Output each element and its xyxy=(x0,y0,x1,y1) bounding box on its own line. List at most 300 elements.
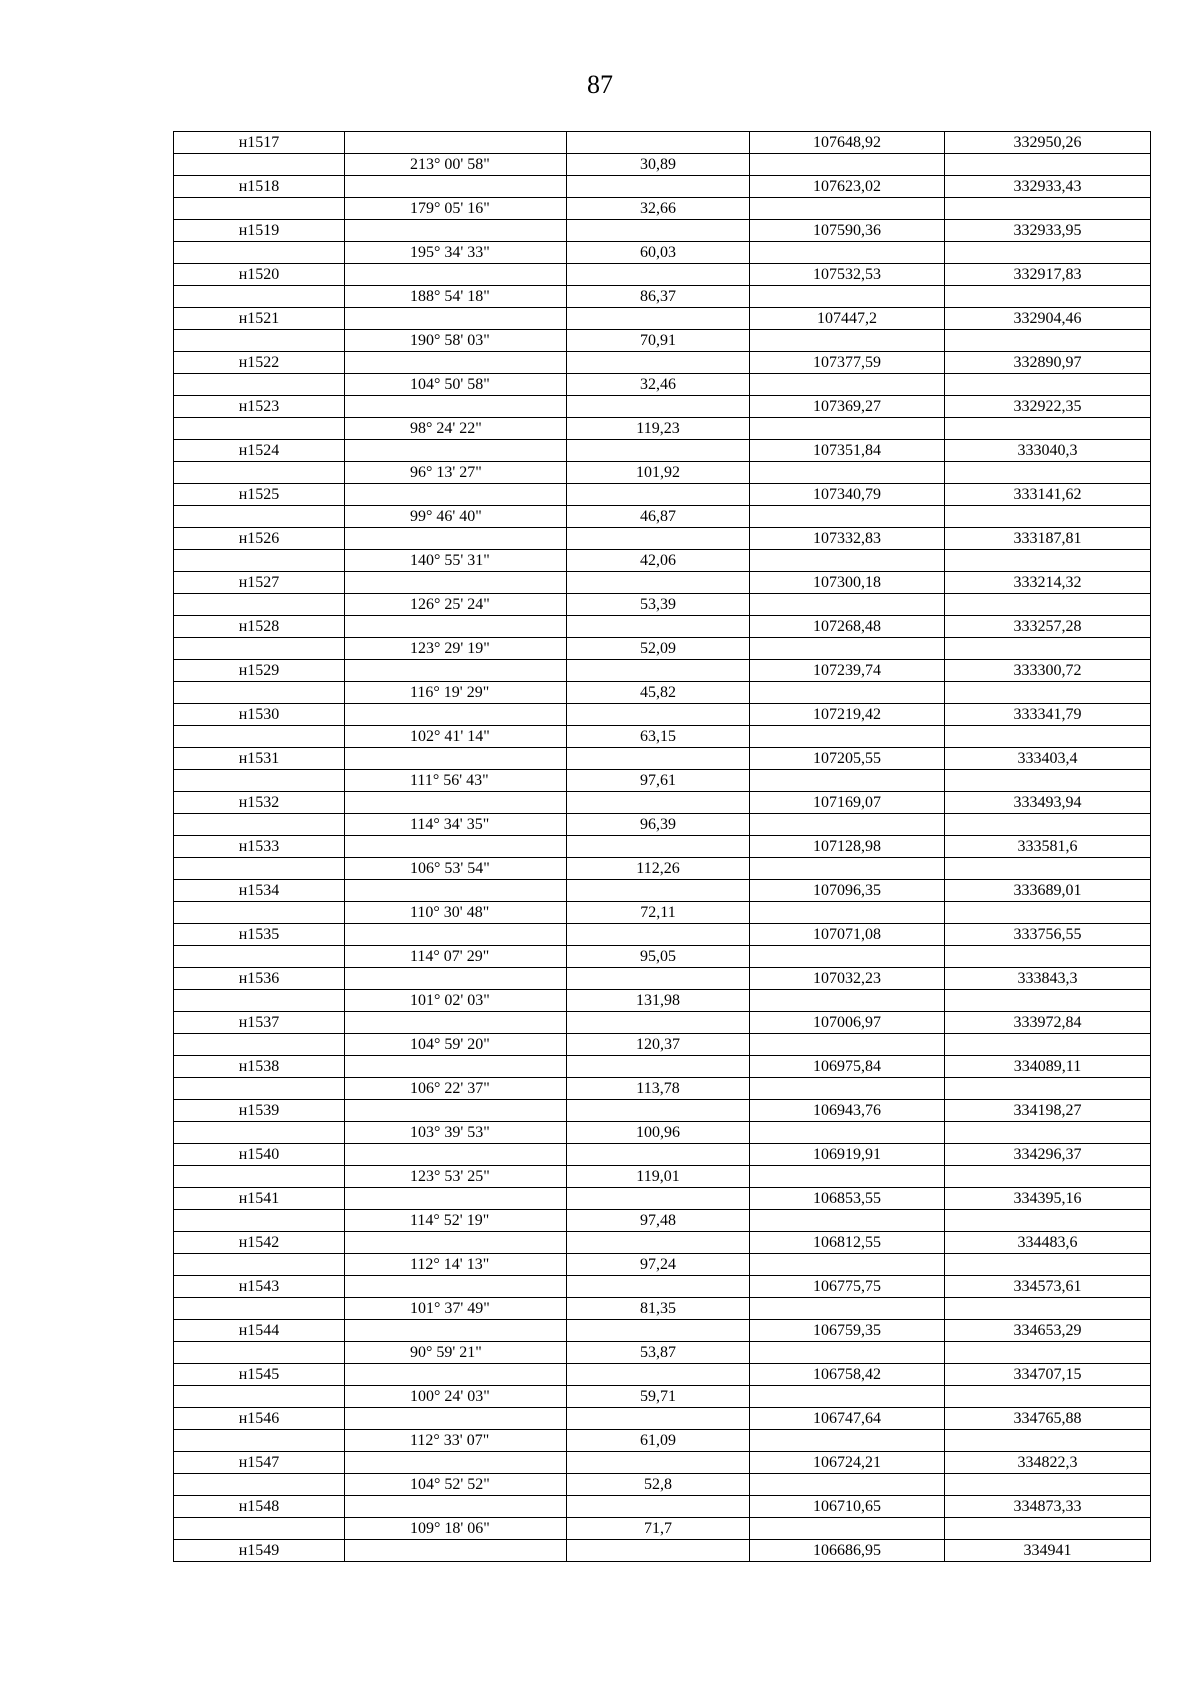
segment-length-cell: 97,48 xyxy=(567,1210,750,1232)
segment-length-cell xyxy=(567,1188,750,1210)
x-coordinate-cell xyxy=(750,1474,945,1496)
x-coordinate-cell xyxy=(750,198,945,220)
direction-angle-cell xyxy=(345,1232,567,1254)
segment-length-cell xyxy=(567,1496,750,1518)
segment-length-cell: 101,92 xyxy=(567,462,750,484)
direction-angle-cell xyxy=(345,1100,567,1122)
segment-row xyxy=(174,1166,1151,1188)
y-coordinate-cell: 332933,43 xyxy=(945,176,1151,198)
x-coordinate-cell: 107239,74 xyxy=(750,660,945,682)
segment-row xyxy=(174,858,1151,880)
point-row xyxy=(174,968,1151,990)
segment-length-cell xyxy=(567,616,750,638)
segment-length-cell: 70,91 xyxy=(567,330,750,352)
y-coordinate-cell: 333187,81 xyxy=(945,528,1151,550)
direction-angle-cell xyxy=(345,1364,567,1386)
segment-length-cell: 32,46 xyxy=(567,374,750,396)
direction-angle-cell xyxy=(345,1408,567,1430)
segment-length-cell xyxy=(567,484,750,506)
point-row xyxy=(174,660,1151,682)
point-name-cell xyxy=(174,858,345,880)
direction-angle-cell xyxy=(345,572,567,594)
x-coordinate-cell xyxy=(750,682,945,704)
segment-row xyxy=(174,682,1151,704)
y-coordinate-cell xyxy=(945,1386,1151,1408)
x-coordinate-cell xyxy=(750,814,945,836)
y-coordinate-cell xyxy=(945,1430,1151,1452)
y-coordinate-cell: 334573,61 xyxy=(945,1276,1151,1298)
segment-length-cell xyxy=(567,1100,750,1122)
point-name-cell xyxy=(174,1298,345,1320)
segment-length-cell xyxy=(567,924,750,946)
point-name-cell: н1543 xyxy=(174,1276,345,1298)
y-coordinate-cell: 333689,01 xyxy=(945,880,1151,902)
y-coordinate-cell: 333581,6 xyxy=(945,836,1151,858)
y-coordinate-cell: 334653,29 xyxy=(945,1320,1151,1342)
x-coordinate-cell: 107268,48 xyxy=(750,616,945,638)
point-name-cell: н1530 xyxy=(174,704,345,726)
x-coordinate-cell xyxy=(750,330,945,352)
y-coordinate-cell xyxy=(945,814,1151,836)
segment-length-cell: 131,98 xyxy=(567,990,750,1012)
x-coordinate-cell: 106758,42 xyxy=(750,1364,945,1386)
segment-length-cell: 32,66 xyxy=(567,198,750,220)
segment-row xyxy=(174,550,1151,572)
segment-length-cell xyxy=(567,1408,750,1430)
segment-length-cell: 100,96 xyxy=(567,1122,750,1144)
direction-angle-cell xyxy=(345,308,567,330)
x-coordinate-cell: 106919,91 xyxy=(750,1144,945,1166)
direction-angle-cell: 140° 55' 31" xyxy=(345,550,567,572)
y-coordinate-cell xyxy=(945,726,1151,748)
segment-length-cell: 53,87 xyxy=(567,1342,750,1364)
x-coordinate-cell: 107096,35 xyxy=(750,880,945,902)
x-coordinate-cell: 106853,55 xyxy=(750,1188,945,1210)
direction-angle-cell: 90° 59' 21" xyxy=(345,1342,567,1364)
direction-angle-cell xyxy=(345,924,567,946)
direction-angle-cell: 106° 22' 37" xyxy=(345,1078,567,1100)
x-coordinate-cell xyxy=(750,1166,945,1188)
y-coordinate-cell: 333341,79 xyxy=(945,704,1151,726)
point-row xyxy=(174,1364,1151,1386)
x-coordinate-cell: 107332,83 xyxy=(750,528,945,550)
point-row xyxy=(174,1012,1151,1034)
direction-angle-cell xyxy=(345,836,567,858)
x-coordinate-cell xyxy=(750,374,945,396)
x-coordinate-cell: 107590,36 xyxy=(750,220,945,242)
point-row xyxy=(174,440,1151,462)
point-row xyxy=(174,1408,1151,1430)
point-row xyxy=(174,1452,1151,1474)
y-coordinate-cell xyxy=(945,902,1151,924)
y-coordinate-cell: 333040,3 xyxy=(945,440,1151,462)
y-coordinate-cell xyxy=(945,198,1151,220)
segment-row xyxy=(174,990,1151,1012)
x-coordinate-cell: 106686,95 xyxy=(750,1540,945,1562)
segment-length-cell xyxy=(567,132,750,154)
segment-length-cell xyxy=(567,1364,750,1386)
point-name-cell xyxy=(174,946,345,968)
point-name-cell: н1549 xyxy=(174,1540,345,1562)
segment-length-cell: 96,39 xyxy=(567,814,750,836)
direction-angle-cell xyxy=(345,968,567,990)
direction-angle-cell: 106° 53' 54" xyxy=(345,858,567,880)
segment-row xyxy=(174,1298,1151,1320)
y-coordinate-cell: 333843,3 xyxy=(945,968,1151,990)
x-coordinate-cell: 106943,76 xyxy=(750,1100,945,1122)
point-name-cell: н1517 xyxy=(174,132,345,154)
x-coordinate-cell: 107623,02 xyxy=(750,176,945,198)
y-coordinate-cell xyxy=(945,1342,1151,1364)
segment-row xyxy=(174,198,1151,220)
x-coordinate-cell: 107340,79 xyxy=(750,484,945,506)
segment-length-cell xyxy=(567,264,750,286)
segment-row xyxy=(174,1078,1151,1100)
point-name-cell: н1539 xyxy=(174,1100,345,1122)
x-coordinate-cell: 107351,84 xyxy=(750,440,945,462)
segment-length-cell: 81,35 xyxy=(567,1298,750,1320)
segment-length-cell: 72,11 xyxy=(567,902,750,924)
point-row xyxy=(174,924,1151,946)
y-coordinate-cell xyxy=(945,682,1151,704)
point-row xyxy=(174,1232,1151,1254)
direction-angle-cell xyxy=(345,440,567,462)
x-coordinate-cell: 106710,65 xyxy=(750,1496,945,1518)
coordinates-table xyxy=(173,131,1151,1562)
direction-angle-cell: 123° 29' 19" xyxy=(345,638,567,660)
y-coordinate-cell: 334296,37 xyxy=(945,1144,1151,1166)
direction-angle-cell: 126° 25' 24" xyxy=(345,594,567,616)
point-name-cell: н1534 xyxy=(174,880,345,902)
y-coordinate-cell xyxy=(945,1518,1151,1540)
point-row xyxy=(174,1540,1151,1562)
point-name-cell: н1522 xyxy=(174,352,345,374)
direction-angle-cell: 112° 14' 13" xyxy=(345,1254,567,1276)
x-coordinate-cell xyxy=(750,946,945,968)
segment-length-cell xyxy=(567,528,750,550)
segment-length-cell xyxy=(567,396,750,418)
direction-angle-cell: 111° 56' 43" xyxy=(345,770,567,792)
segment-length-cell xyxy=(567,836,750,858)
x-coordinate-cell: 107169,07 xyxy=(750,792,945,814)
direction-angle-cell xyxy=(345,484,567,506)
point-row xyxy=(174,792,1151,814)
point-name-cell: н1536 xyxy=(174,968,345,990)
segment-length-cell xyxy=(567,308,750,330)
segment-length-cell xyxy=(567,1232,750,1254)
direction-angle-cell: 99° 46' 40" xyxy=(345,506,567,528)
segment-length-cell xyxy=(567,176,750,198)
segment-length-cell: 97,61 xyxy=(567,770,750,792)
point-row xyxy=(174,1144,1151,1166)
segment-row xyxy=(174,1122,1151,1144)
direction-angle-cell xyxy=(345,132,567,154)
point-name-cell: н1546 xyxy=(174,1408,345,1430)
point-name-cell xyxy=(174,1386,345,1408)
point-name-cell xyxy=(174,1122,345,1144)
point-row xyxy=(174,1320,1151,1342)
point-row xyxy=(174,616,1151,638)
direction-angle-cell: 114° 07' 29" xyxy=(345,946,567,968)
segment-length-cell xyxy=(567,220,750,242)
y-coordinate-cell xyxy=(945,330,1151,352)
direction-angle-cell xyxy=(345,1056,567,1078)
point-row xyxy=(174,484,1151,506)
point-name-cell: н1523 xyxy=(174,396,345,418)
segment-row xyxy=(174,506,1151,528)
y-coordinate-cell: 334395,16 xyxy=(945,1188,1151,1210)
point-name-cell xyxy=(174,242,345,264)
y-coordinate-cell: 333972,84 xyxy=(945,1012,1151,1034)
y-coordinate-cell xyxy=(945,638,1151,660)
point-name-cell: н1527 xyxy=(174,572,345,594)
point-row xyxy=(174,1276,1151,1298)
y-coordinate-cell: 332922,35 xyxy=(945,396,1151,418)
x-coordinate-cell xyxy=(750,506,945,528)
y-coordinate-cell xyxy=(945,770,1151,792)
x-coordinate-cell xyxy=(750,418,945,440)
point-name-cell: н1537 xyxy=(174,1012,345,1034)
point-name-cell xyxy=(174,1166,345,1188)
segment-length-cell xyxy=(567,1276,750,1298)
segment-row xyxy=(174,1254,1151,1276)
y-coordinate-cell xyxy=(945,1210,1151,1232)
point-row xyxy=(174,528,1151,550)
point-row xyxy=(174,220,1151,242)
direction-angle-cell xyxy=(345,396,567,418)
y-coordinate-cell: 332904,46 xyxy=(945,308,1151,330)
segment-length-cell xyxy=(567,880,750,902)
point-name-cell xyxy=(174,330,345,352)
direction-angle-cell: 104° 52' 52" xyxy=(345,1474,567,1496)
x-coordinate-cell: 107219,42 xyxy=(750,704,945,726)
point-name-cell xyxy=(174,418,345,440)
y-coordinate-cell xyxy=(945,1122,1151,1144)
segment-row xyxy=(174,1342,1151,1364)
point-row xyxy=(174,704,1151,726)
x-coordinate-cell xyxy=(750,1254,945,1276)
y-coordinate-cell: 333141,62 xyxy=(945,484,1151,506)
x-coordinate-cell xyxy=(750,1386,945,1408)
y-coordinate-cell xyxy=(945,1034,1151,1056)
point-row xyxy=(174,308,1151,330)
point-row xyxy=(174,1100,1151,1122)
segment-row xyxy=(174,814,1151,836)
y-coordinate-cell xyxy=(945,154,1151,176)
direction-angle-cell xyxy=(345,748,567,770)
point-row xyxy=(174,396,1151,418)
segment-length-cell: 53,39 xyxy=(567,594,750,616)
y-coordinate-cell: 332950,26 xyxy=(945,132,1151,154)
segment-row xyxy=(174,770,1151,792)
y-coordinate-cell xyxy=(945,946,1151,968)
x-coordinate-cell: 106759,35 xyxy=(750,1320,945,1342)
y-coordinate-cell: 334707,15 xyxy=(945,1364,1151,1386)
y-coordinate-cell: 334941 xyxy=(945,1540,1151,1562)
point-name-cell xyxy=(174,1430,345,1452)
y-coordinate-cell xyxy=(945,594,1151,616)
coordinates-table-body xyxy=(174,132,1151,1562)
y-coordinate-cell: 333493,94 xyxy=(945,792,1151,814)
y-coordinate-cell xyxy=(945,550,1151,572)
segment-length-cell xyxy=(567,1452,750,1474)
point-name-cell xyxy=(174,198,345,220)
point-name-cell: н1538 xyxy=(174,1056,345,1078)
segment-length-cell xyxy=(567,1012,750,1034)
direction-angle-cell: 188° 54' 18" xyxy=(345,286,567,308)
direction-angle-cell: 101° 37' 49" xyxy=(345,1298,567,1320)
direction-angle-cell xyxy=(345,1496,567,1518)
direction-angle-cell: 100° 24' 03" xyxy=(345,1386,567,1408)
x-coordinate-cell: 107369,27 xyxy=(750,396,945,418)
x-coordinate-cell: 107128,98 xyxy=(750,836,945,858)
point-name-cell xyxy=(174,462,345,484)
segment-length-cell: 63,15 xyxy=(567,726,750,748)
point-name-cell xyxy=(174,1210,345,1232)
point-row xyxy=(174,352,1151,374)
x-coordinate-cell xyxy=(750,1078,945,1100)
x-coordinate-cell xyxy=(750,902,945,924)
segment-row xyxy=(174,726,1151,748)
segment-length-cell: 119,01 xyxy=(567,1166,750,1188)
segment-length-cell xyxy=(567,352,750,374)
x-coordinate-cell xyxy=(750,242,945,264)
y-coordinate-cell xyxy=(945,1078,1151,1100)
x-coordinate-cell: 107377,59 xyxy=(750,352,945,374)
point-name-cell xyxy=(174,374,345,396)
point-name-cell: н1542 xyxy=(174,1232,345,1254)
direction-angle-cell xyxy=(345,616,567,638)
segment-row xyxy=(174,1386,1151,1408)
point-name-cell: н1528 xyxy=(174,616,345,638)
point-name-cell: н1524 xyxy=(174,440,345,462)
y-coordinate-cell xyxy=(945,1254,1151,1276)
direction-angle-cell: 213° 00' 58" xyxy=(345,154,567,176)
point-name-cell: н1519 xyxy=(174,220,345,242)
segment-length-cell: 30,89 xyxy=(567,154,750,176)
point-name-cell xyxy=(174,726,345,748)
segment-length-cell: 113,78 xyxy=(567,1078,750,1100)
segment-length-cell: 120,37 xyxy=(567,1034,750,1056)
point-row xyxy=(174,572,1151,594)
direction-angle-cell: 102° 41' 14" xyxy=(345,726,567,748)
segment-row xyxy=(174,154,1151,176)
x-coordinate-cell xyxy=(750,550,945,572)
x-coordinate-cell xyxy=(750,1122,945,1144)
point-name-cell xyxy=(174,1518,345,1540)
point-name-cell: н1535 xyxy=(174,924,345,946)
segment-length-cell xyxy=(567,1320,750,1342)
point-row xyxy=(174,1056,1151,1078)
segment-length-cell: 59,71 xyxy=(567,1386,750,1408)
y-coordinate-cell: 334822,3 xyxy=(945,1452,1151,1474)
y-coordinate-cell xyxy=(945,374,1151,396)
direction-angle-cell: 195° 34' 33" xyxy=(345,242,567,264)
point-name-cell: н1541 xyxy=(174,1188,345,1210)
segment-row xyxy=(174,1518,1151,1540)
y-coordinate-cell xyxy=(945,1298,1151,1320)
point-row xyxy=(174,1496,1151,1518)
direction-angle-cell: 104° 50' 58" xyxy=(345,374,567,396)
x-coordinate-cell: 107032,23 xyxy=(750,968,945,990)
segment-length-cell xyxy=(567,572,750,594)
point-name-cell xyxy=(174,902,345,924)
segment-row xyxy=(174,902,1151,924)
x-coordinate-cell xyxy=(750,858,945,880)
point-name-cell: н1540 xyxy=(174,1144,345,1166)
x-coordinate-cell xyxy=(750,1430,945,1452)
y-coordinate-cell: 334483,6 xyxy=(945,1232,1151,1254)
point-name-cell xyxy=(174,1342,345,1364)
segment-length-cell: 61,09 xyxy=(567,1430,750,1452)
segment-length-cell xyxy=(567,660,750,682)
x-coordinate-cell xyxy=(750,286,945,308)
point-name-cell xyxy=(174,286,345,308)
direction-angle-cell xyxy=(345,1188,567,1210)
segment-row xyxy=(174,1034,1151,1056)
segment-row xyxy=(174,1430,1151,1452)
direction-angle-cell xyxy=(345,352,567,374)
direction-angle-cell: 116° 19' 29" xyxy=(345,682,567,704)
y-coordinate-cell xyxy=(945,1474,1151,1496)
y-coordinate-cell: 333756,55 xyxy=(945,924,1151,946)
y-coordinate-cell: 334873,33 xyxy=(945,1496,1151,1518)
y-coordinate-cell xyxy=(945,462,1151,484)
direction-angle-cell xyxy=(345,880,567,902)
point-name-cell: н1520 xyxy=(174,264,345,286)
point-name-cell: н1547 xyxy=(174,1452,345,1474)
direction-angle-cell xyxy=(345,660,567,682)
y-coordinate-cell: 333300,72 xyxy=(945,660,1151,682)
point-name-cell: н1526 xyxy=(174,528,345,550)
segment-length-cell: 42,06 xyxy=(567,550,750,572)
point-name-cell: н1521 xyxy=(174,308,345,330)
segment-length-cell: 112,26 xyxy=(567,858,750,880)
direction-angle-cell: 109° 18' 06" xyxy=(345,1518,567,1540)
segment-length-cell: 119,23 xyxy=(567,418,750,440)
y-coordinate-cell: 334089,11 xyxy=(945,1056,1151,1078)
point-name-cell xyxy=(174,594,345,616)
x-coordinate-cell xyxy=(750,770,945,792)
y-coordinate-cell: 332933,95 xyxy=(945,220,1151,242)
x-coordinate-cell xyxy=(750,1342,945,1364)
segment-row xyxy=(174,374,1151,396)
segment-length-cell: 97,24 xyxy=(567,1254,750,1276)
direction-angle-cell xyxy=(345,528,567,550)
segment-row xyxy=(174,1210,1151,1232)
segment-length-cell xyxy=(567,1540,750,1562)
segment-row xyxy=(174,1474,1151,1496)
point-name-cell xyxy=(174,638,345,660)
point-name-cell: н1545 xyxy=(174,1364,345,1386)
x-coordinate-cell xyxy=(750,1210,945,1232)
y-coordinate-cell xyxy=(945,990,1151,1012)
direction-angle-cell: 103° 39' 53" xyxy=(345,1122,567,1144)
direction-angle-cell: 179° 05' 16" xyxy=(345,198,567,220)
segment-row xyxy=(174,638,1151,660)
x-coordinate-cell: 107532,53 xyxy=(750,264,945,286)
y-coordinate-cell: 334765,88 xyxy=(945,1408,1151,1430)
segment-row xyxy=(174,286,1151,308)
y-coordinate-cell: 333257,28 xyxy=(945,616,1151,638)
x-coordinate-cell: 106724,21 xyxy=(750,1452,945,1474)
x-coordinate-cell xyxy=(750,1298,945,1320)
segment-length-cell xyxy=(567,1056,750,1078)
point-name-cell xyxy=(174,682,345,704)
point-name-cell xyxy=(174,770,345,792)
x-coordinate-cell: 107006,97 xyxy=(750,1012,945,1034)
point-name-cell: н1529 xyxy=(174,660,345,682)
